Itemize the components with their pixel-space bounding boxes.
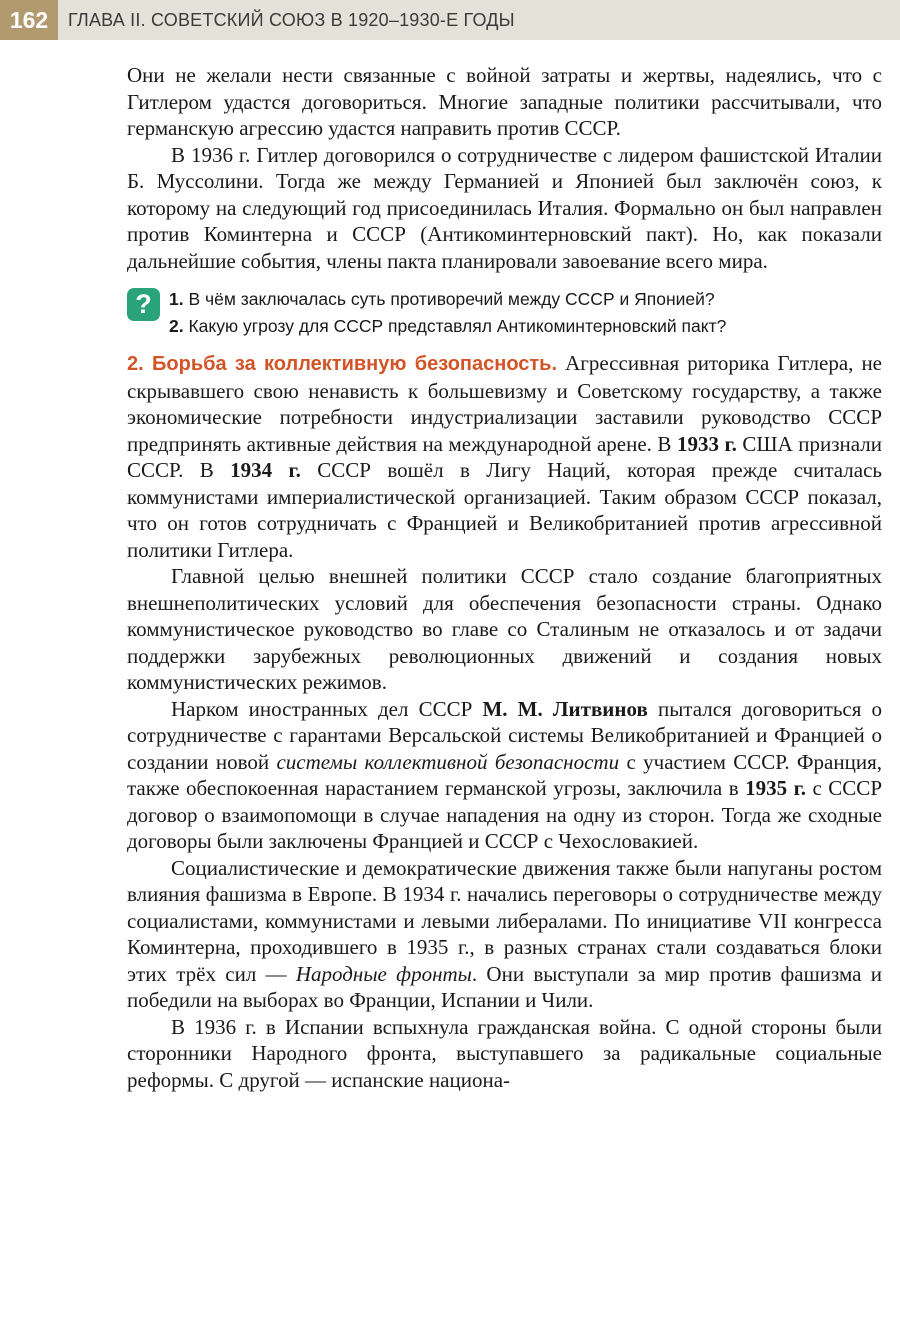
question-number: 1. (169, 289, 184, 309)
page-content (127, 62, 882, 1093)
page-number: 162 (0, 0, 58, 40)
question-item (169, 286, 715, 312)
page-header (0, 0, 900, 40)
year-bold: 1934 г. (230, 458, 301, 482)
text-run: Социалистические и демократические движения также были напуганы ростом влияния фашизма в Европе. В 1934 г. начались переговоры о сотрудничестве между социалистами, коммунистами и левыми либералами. По инициативе VII конгресса Коминтерна, проходившего в 1935 г., в разных странах стали создаваться блоки этих трёх сил — (127, 855, 882, 986)
section-paragraph (127, 350, 882, 563)
term-italic: системы коллективной безопасности (276, 749, 620, 774)
year-bold: 1935 г. (745, 776, 807, 800)
text-run: . Они выступали за мир против фашизма и победили на выборах во Франции, Испании и Чили. (127, 961, 882, 1012)
paragraph (127, 696, 882, 855)
question-icon: ? (127, 288, 160, 321)
text-run: Агрессивная риторика Гитлера, не скрывавшего свою ненависть к большевизму и Советскому государству, а также экономические потребности индустриализации заставили руководство СССР предпринять активные действия на международной арене. В (127, 351, 882, 456)
text-run: США признали СССР. В (127, 431, 882, 482)
text-run: пытался договориться о сотрудничестве с гарантами Версальской системы Великобританией и Францией о создании новой (127, 696, 883, 774)
question-number: 2. (169, 316, 184, 336)
paragraph: В 1936 г. в Испании вспыхнула гражданская война. С одной стороны были сторонники Народного фронта, выступавшего за радикальные социальные реформы. С другой — испанские национа- (127, 1014, 882, 1092)
questions-block (127, 286, 882, 340)
question-item (169, 313, 726, 339)
person-name: М. М. Литвинов (482, 696, 648, 721)
text-run: с участием СССР. Франция, также обеспокоенная нарастанием германской угрозы, заключила в (127, 749, 882, 800)
term-italic: Народные фронты (295, 961, 472, 986)
question-text: Какую угрозу для СССР представлял Антикоминтерновский пакт? (188, 316, 727, 336)
year-bold: 1933 г. (676, 431, 737, 456)
paragraph: Они не желали нести связанные с войной затраты и жертвы, надеялись, что с Гитлером удастся договориться. Многие западные политики рассчитывали, что германскую агрессию удастся направить против СССР. (127, 63, 882, 140)
text-run: СССР вошёл в Лигу Наций, которая прежде считалась коммунистами империалистической организацией. Таким образом СССР показал, что он готов сотрудничать с Францией и Великобританией против агрессивной политики Гитлера. (127, 458, 882, 562)
paragraph: В 1936 г. Гитлер договорился о сотрудничестве с лидером фашистской Италии Б. Муссолини. Тогда же между Германией и Японией был заключён союз, к которому на следующий год присоединилась Италия. Формально он был направлен против Коминтерна и СССР (Антикоминтерновский пакт). Но, как показали дальнейшие события, члены пакта планировали завоевание всего мира. (127, 142, 882, 273)
paragraph: Главной целью внешней политики СССР стало создание благоприятных внешнеполитических условий для обеспечения безопасности страны. Однако коммунистическое руководство во главе со Сталиным не отказалось и от задачи поддержки зарубежных революционных движений и создания новых коммунистических режимов. (127, 564, 882, 694)
text-run: Нарком иностранных дел СССР (171, 696, 483, 721)
paragraph (127, 855, 882, 1014)
question-text: В чём заключалась суть противоречий между СССР и Японией? (188, 289, 715, 309)
text-run: с СССР договор о взаимопомощи в случае нападения на одну из сторон. Тогда же сходные договоры были заключены Францией и СССР с Чехословакией. (127, 776, 882, 853)
chapter-title: ГЛАВА II. СОВЕТСКИЙ СОЮЗ В 1920–1930-Е ГОДЫ (68, 10, 515, 30)
section-title: 2. Борьба за коллективную безопасность. (127, 353, 558, 375)
